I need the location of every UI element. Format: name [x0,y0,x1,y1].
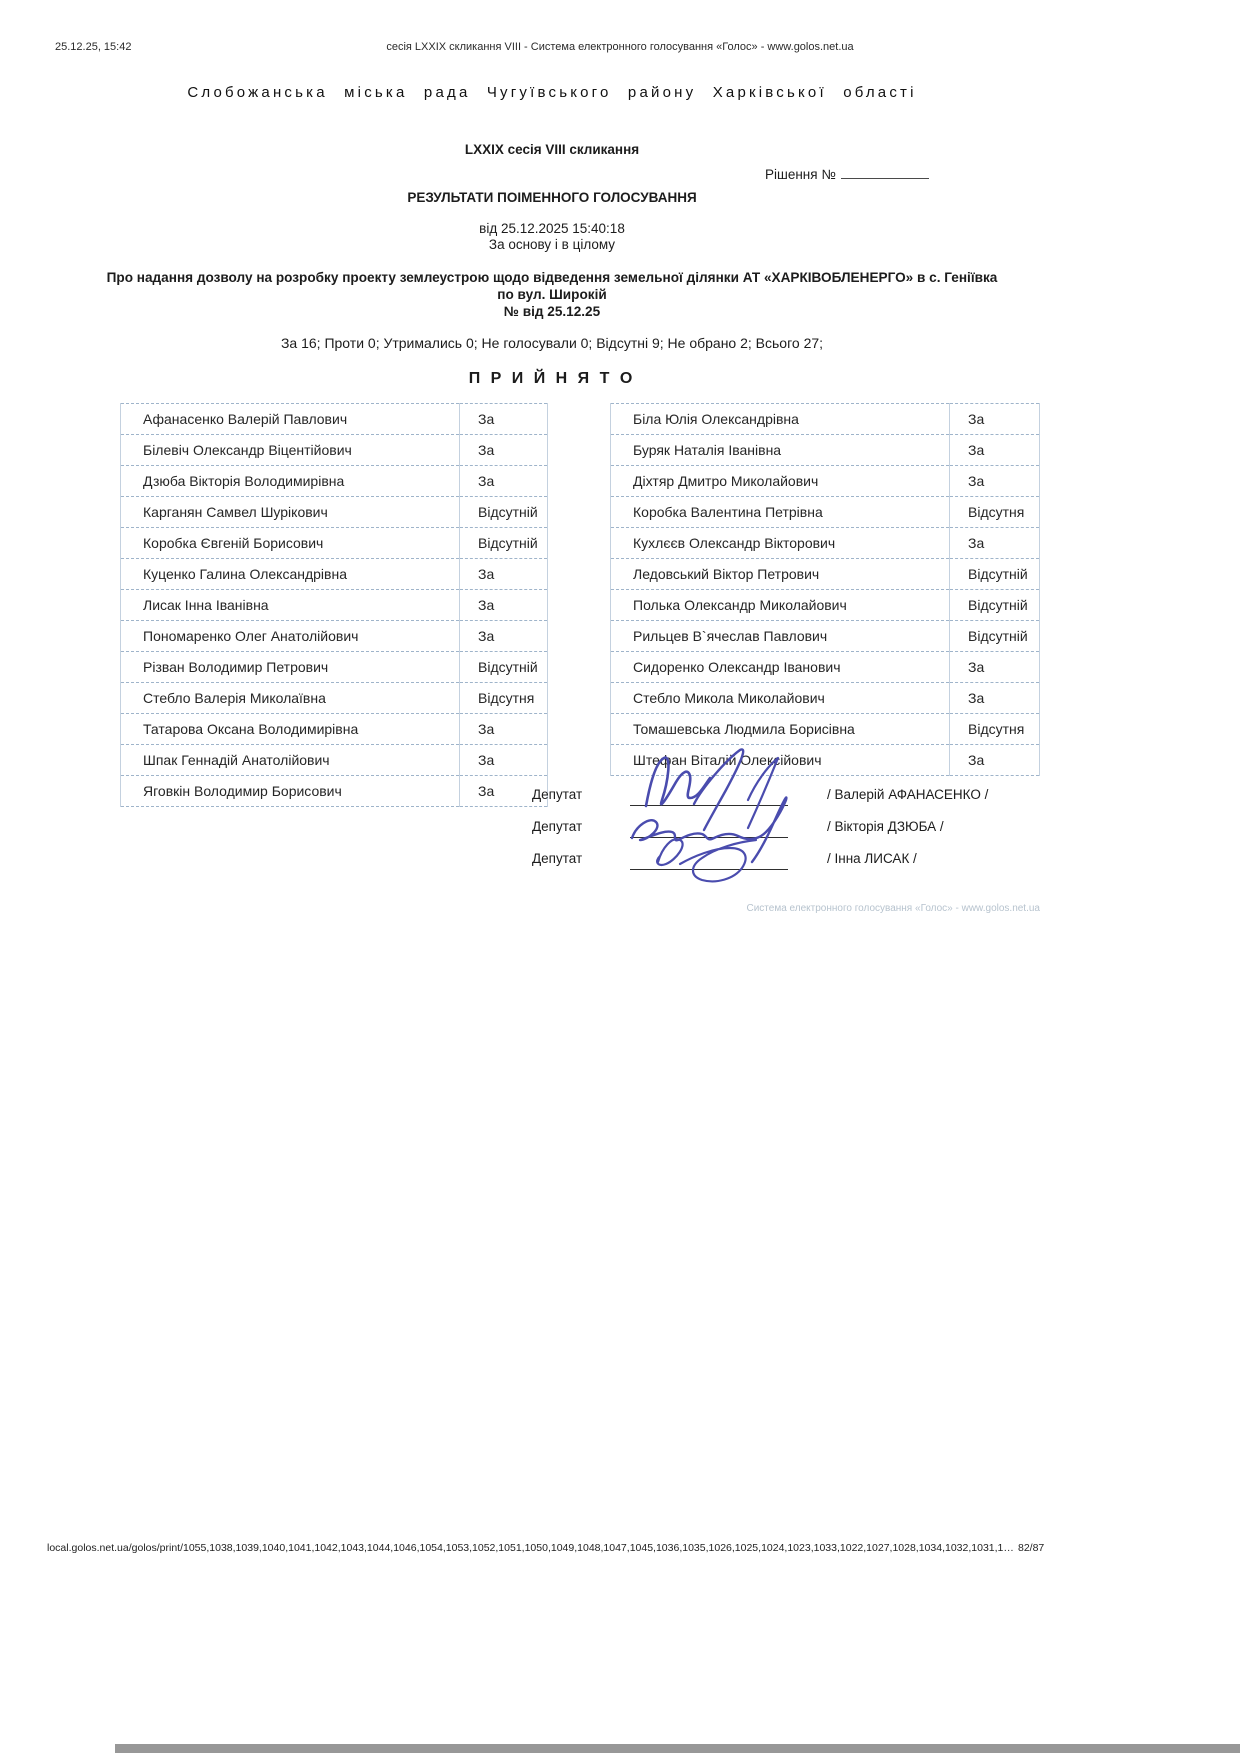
deputy-vote: За [460,776,548,807]
deputy-vote: Відсутній [460,528,548,559]
deputy-name: Ледовський Віктор Петрович [611,559,950,590]
signature-row-1 [532,782,1032,814]
deputy-name: Карганян Самвел Шурікович [121,497,460,528]
table-row [611,559,1040,590]
signature-line [630,805,788,806]
vote-table-right-body [611,404,1040,776]
deputy-name: Куценко Галина Олександрівна [121,559,460,590]
table-row [611,466,1040,497]
deputy-label: Депутат [532,819,583,834]
deputy-name: Кухлєєв Олександр Вікторович [611,528,950,559]
decision-label: Рішення № [765,167,836,182]
deputy-name: Стебло Валерія Миколаївна [121,683,460,714]
table-row [121,528,548,559]
table-row [121,466,548,497]
deputy-vote: За [460,559,548,590]
table-row [121,621,548,652]
decision-number-line [765,165,929,182]
vote-table-left [120,403,548,807]
vote-subject [0,269,1104,320]
deputy-name: Татарова Оксана Володимирівна [121,714,460,745]
system-watermark: Система електронного голосування «Голос» - www.golos.net.ua [746,903,1040,914]
table-row [611,590,1040,621]
deputy-name: Томашевська Людмила Борисівна [611,714,950,745]
deputy-vote: Відсутній [460,652,548,683]
signature-row-3 [532,846,1032,878]
result-heading: П Р И Й Н Я Т О [468,370,636,387]
table-row [611,714,1040,745]
table-row [121,590,548,621]
deputy-vote: За [460,714,548,745]
table-row [121,745,548,776]
table-row [611,683,1040,714]
deputy-vote: За [950,466,1040,497]
deputy-vote: За [950,404,1040,435]
bottom-scroll-bar [115,1744,1240,1753]
table-row [611,528,1040,559]
deputy-name: Коробка Євгеній Борисович [121,528,460,559]
deputy-name: Афанасенко Валерій Павлович [121,404,460,435]
signatory-name: / Вікторія ДЗЮБА / [827,819,944,834]
deputy-name: Шпак Геннадій Анатолійович [121,745,460,776]
deputy-label: Депутат [532,787,583,802]
subject-line-2: по вул. Широкій [497,287,607,302]
subject-number: № від 25.12.25 [503,304,601,319]
table-row [611,497,1040,528]
deputy-vote: За [950,435,1040,466]
deputy-name: Білевіч Олександр Віцентійович [121,435,460,466]
vote-table-left-body [121,404,548,807]
deputy-vote: Відсутня [460,683,548,714]
vote-datetime: від 25.12.2025 15:40:18 [479,221,625,236]
deputy-vote: За [460,435,548,466]
table-row [121,559,548,590]
deputy-vote: За [950,652,1040,683]
deputy-name: Різван Володимир Петрович [121,652,460,683]
deputy-name: Пономаренко Олег Анатолійович [121,621,460,652]
deputy-name: Лисак Інна Іванівна [121,590,460,621]
table-row [121,714,548,745]
deputy-name: Сидоренко Олександр Іванович [611,652,950,683]
deputy-vote: За [460,590,548,621]
deputy-label: Депутат [532,851,583,866]
deputy-name: Рильцев В`ячеслав Павлович [611,621,950,652]
deputy-vote: За [460,404,548,435]
signature-row-2 [532,814,1032,846]
deputy-vote: Відсутня [950,497,1040,528]
signature-line [630,837,788,838]
vote-basis: За основу і в цілому [488,237,616,252]
table-row [121,776,548,807]
deputy-vote: За [950,745,1040,776]
vote-tally: За 16; Проти 0; Утримались 0; Не голосували 0; Відсутні 9; Не обрано 2; Всього 27; [280,335,824,351]
council-title: Слобожанська міська рада Чугуївського району Харківської області [187,84,917,101]
deputy-name: Дзюба Вікторія Володимирівна [121,466,460,497]
signatory-name: / Інна ЛИСАК / [827,851,917,866]
table-row [611,404,1040,435]
deputy-name: Буряк Наталія Іванівна [611,435,950,466]
deputy-vote: Відсутній [460,497,548,528]
table-row [611,652,1040,683]
print-footer-page-number: 82/87 [1018,1542,1045,1554]
print-datetime: 25.12.25, 15:42 [55,41,132,53]
deputy-vote: За [950,528,1040,559]
vote-table-right [610,403,1040,776]
decision-number-blank [841,165,929,179]
results-heading: РЕЗУЛЬТАТИ ПОІМЕННОГО ГОЛОСУВАННЯ [407,190,697,205]
table-row [611,435,1040,466]
deputy-vote: За [460,466,548,497]
print-footer-url: local.golos.net.ua/golos/print/1055,1038,1039,1040,1041,1042,1043,1044,1046,1054,1053,1052,1051,1050,1049,1048,1047,1045,1036,1035,1026,1025,1024,1023,1033,1022,1027,1028,1034,1032,1031,1… [47,1542,1014,1554]
deputy-vote: За [460,745,548,776]
deputy-name: Діхтяр Дмитро Миколайович [611,466,950,497]
deputy-vote: За [950,683,1040,714]
table-row [121,497,548,528]
table-row [121,683,548,714]
table-row [121,652,548,683]
deputy-name: Штефан Віталій Олексійович [611,745,950,776]
deputy-vote: Відсутній [950,621,1040,652]
subject-line-1: Про надання дозволу на розробку проекту землеустрою щодо відведення земельної ділянки АТ «ХАРКІВОБЛЕНЕРГО» в с. Геніївка [106,270,998,285]
deputy-name: Полька Олександр Миколайович [611,590,950,621]
table-row [611,745,1040,776]
signatory-name: / Валерій АФАНАСЕНКО / [827,787,989,802]
table-row [121,435,548,466]
print-title: сесія LXXIX скликання VIII - Система електронного голосування «Голос» - www.golos.net.ua [386,41,854,53]
deputy-name: Яговкін Володимир Борисович [121,776,460,807]
signature-line [630,869,788,870]
session-title: LXXIX сесія VIII скликання [464,142,640,157]
deputy-vote: Відсутній [950,559,1040,590]
table-row [121,404,548,435]
deputy-name: Біла Юлія Олександрівна [611,404,950,435]
deputy-vote: Відсутня [950,714,1040,745]
deputy-vote: За [460,621,548,652]
deputy-vote: Відсутній [950,590,1040,621]
deputy-name: Стебло Микола Миколайович [611,683,950,714]
table-row [611,621,1040,652]
signature-block [532,782,1032,878]
deputy-name: Коробка Валентина Петрівна [611,497,950,528]
